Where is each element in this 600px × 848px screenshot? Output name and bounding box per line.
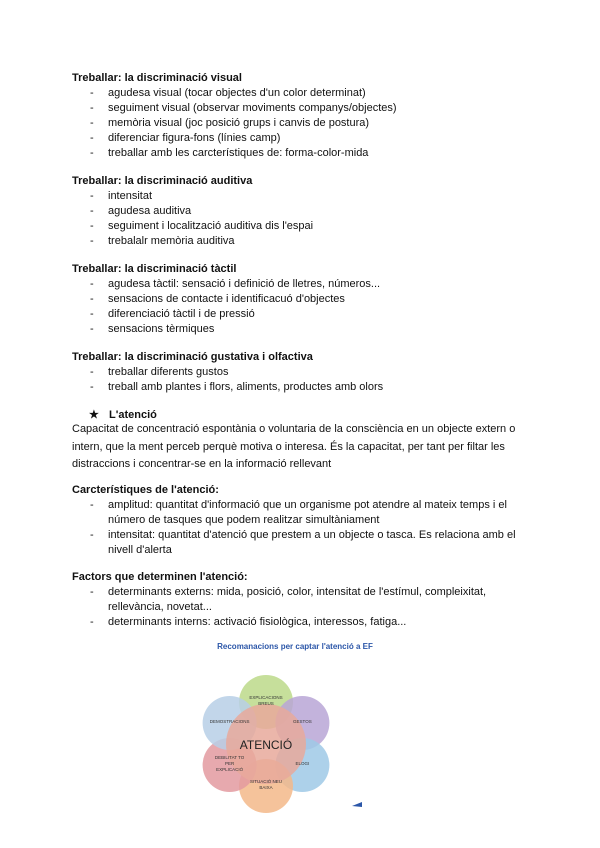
petal-label: ELOGI bbox=[295, 761, 310, 766]
list-item: - amplitud: quantitat d'informació que un organisme pot atendre al mateix temps i el número de tasques que podem realitzar simultàniament bbox=[72, 498, 532, 528]
diagram-title: Recomanacions per captar l'atenció a EF bbox=[217, 642, 373, 651]
section-heading: Treballar: la discriminació tàctil bbox=[72, 263, 237, 275]
petal-label: SITUACIÓ NEU BAIXA bbox=[249, 779, 283, 790]
list-item: - treball amb plantes i flors, aliments, productes amb olors bbox=[72, 380, 532, 395]
petal-label: GESTOS bbox=[293, 719, 312, 724]
bullet-list bbox=[72, 86, 532, 161]
section-heading: Treballar: la discriminació visual bbox=[72, 72, 242, 84]
atencio-title: L'atenció bbox=[109, 409, 157, 421]
section-auditiva bbox=[72, 174, 532, 249]
section-factors bbox=[72, 570, 532, 630]
list-item: - sensacions tèrmiques bbox=[72, 322, 532, 337]
atencio-section bbox=[72, 421, 530, 474]
attention-diagram bbox=[190, 642, 440, 822]
section-heading: Carcterístiques de l'atenció: bbox=[72, 484, 219, 496]
list-item: - diferenciació tàctil i de pressió bbox=[72, 307, 532, 322]
bullet-list bbox=[72, 189, 532, 249]
bullet-list bbox=[72, 585, 532, 630]
section-tactil bbox=[72, 262, 532, 337]
atencio-paragraph: Capacitat de concentració espontània o voluntaria de la consciència en un objecte extern o intern, que la ment perceb perquè motiva o interesa. És la capacitat, per tant per filtar les distraccions i concentrar-se en la informació rellevant bbox=[72, 423, 516, 470]
list-item: - determinants externs: mida, posició, color, intensitat de l'estímul, compleixitat, rellevància, novetat... bbox=[72, 585, 532, 615]
list-item: - diferenciar figura-fons (línies camp) bbox=[72, 131, 532, 146]
petal-label: DEBILITAT TO PER EXPLICACIÓ bbox=[214, 755, 245, 772]
list-item: - sensacions de contacte i identificacuó d'objectes bbox=[72, 292, 532, 307]
section-gustativa bbox=[72, 350, 532, 395]
section-caracteristiques bbox=[72, 483, 532, 558]
center-label: ATENCIÓ bbox=[239, 738, 293, 752]
list-item: - agudesa auditiva bbox=[72, 204, 532, 219]
list-item: - agudesa visual (tocar objectes d'un color determinat) bbox=[72, 86, 532, 101]
list-item: - memòria visual (joc posició grups i canvis de postura) bbox=[72, 116, 532, 131]
list-item: - intensitat: quantitat d'atenció que prestem a un objecte o tasca. Es relaciona amb el nivell d'alerta bbox=[72, 528, 532, 558]
list-item: - treballar amb les carcterístiques de: forma-color-mida bbox=[72, 146, 532, 161]
list-item: - determinants interns: activació fisiològica, interessos, fatiga... bbox=[72, 615, 532, 630]
section-heading: Treballar: la discriminació gustativa i olfactiva bbox=[72, 351, 313, 363]
arrow-fragment bbox=[352, 802, 362, 807]
diagram-svg bbox=[190, 654, 440, 824]
list-item: - seguiment i localització auditiva dis l'espai bbox=[72, 219, 532, 234]
section-heading: Treballar: la discriminació auditiva bbox=[72, 175, 253, 187]
bullet-list bbox=[72, 365, 532, 395]
list-item: - seguiment visual (observar moviments companys/objectes) bbox=[72, 101, 532, 116]
star-icon: ★ bbox=[89, 409, 99, 421]
petal-label: EXPLICACIONS BREUS bbox=[249, 695, 283, 706]
list-item: - trebalalr memòria auditiva bbox=[72, 234, 532, 249]
list-item: - treballar diferents gustos bbox=[72, 365, 532, 380]
list-item: - agudesa tàctil: sensació i definició de lletres, números... bbox=[72, 277, 532, 292]
bullet-list bbox=[72, 277, 532, 337]
bullet-list bbox=[72, 498, 532, 558]
list-item: - intensitat bbox=[72, 189, 532, 204]
section-visual bbox=[72, 71, 532, 161]
petal-label: DEMOSTRACIONS bbox=[209, 719, 250, 724]
section-heading: Factors que determinen l'atenció: bbox=[72, 571, 248, 583]
